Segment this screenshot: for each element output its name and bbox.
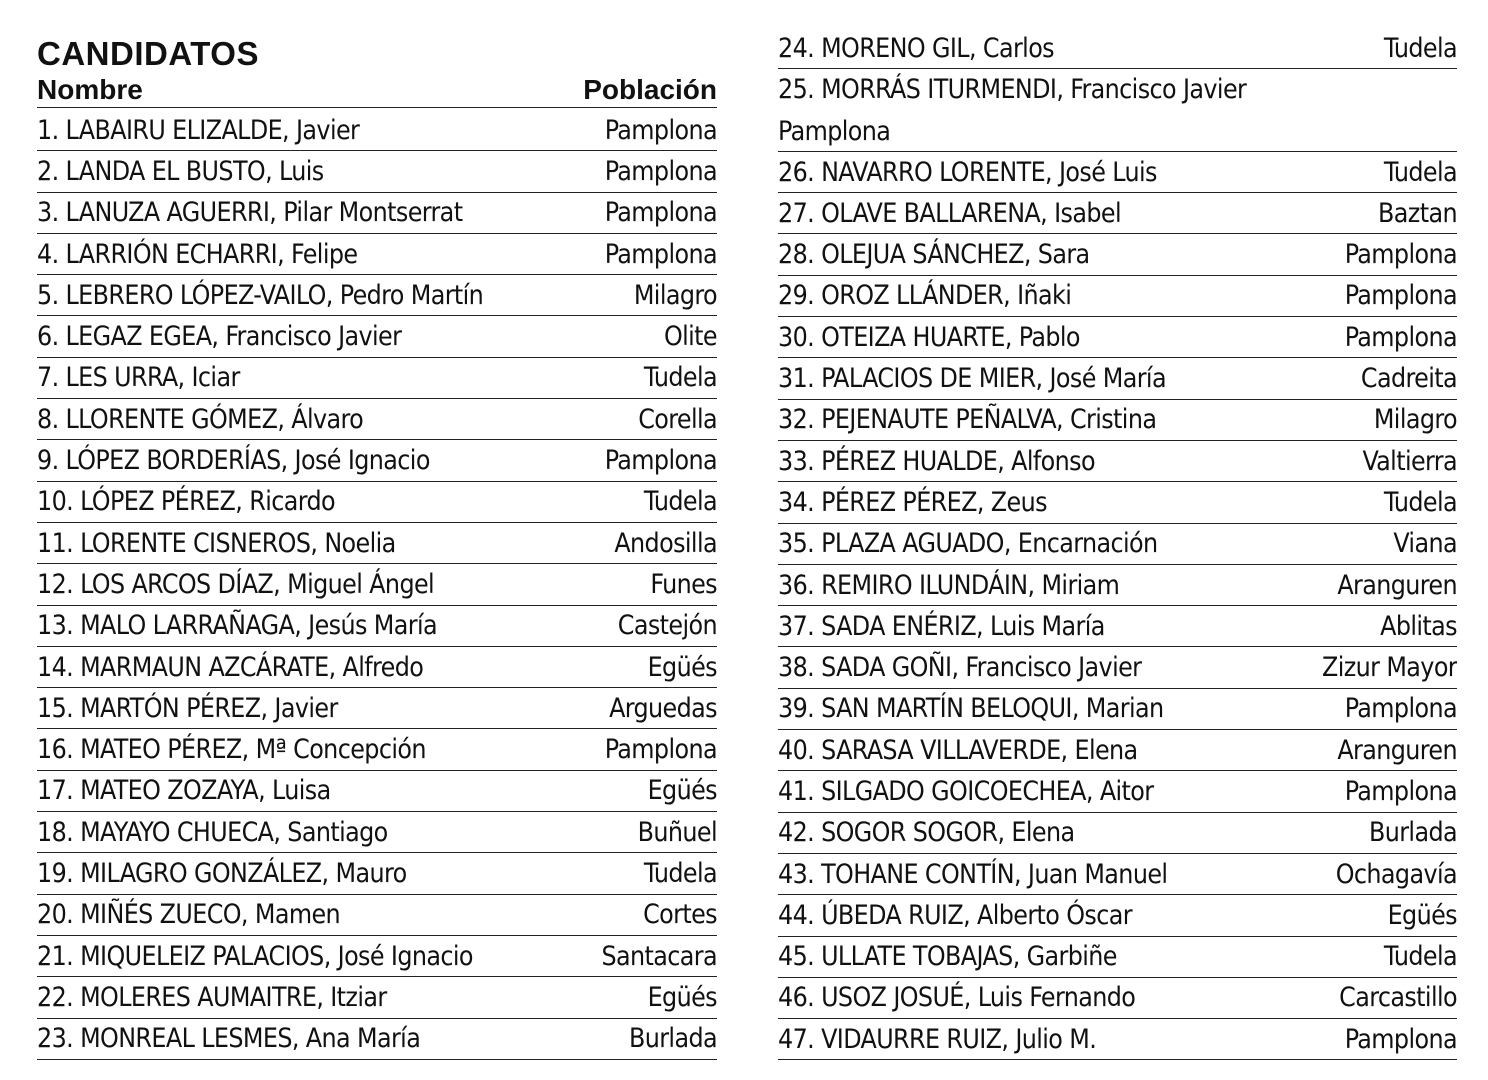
candidate-row: [37, 895, 717, 936]
candidate-place: Carcastillo: [1339, 982, 1457, 1014]
candidate-name: 17. MATEO ZOZAYA, Luisa: [37, 775, 331, 807]
place-column-header: Población: [583, 73, 717, 105]
candidate-name: 3. LANUZA AGUERRI, Pilar Montserrat: [37, 197, 463, 229]
candidate-row: [37, 316, 717, 357]
candidate-name: 12. LOS ARCOS DÍAZ, Miguel Ángel: [37, 568, 435, 600]
candidate-row: [37, 482, 717, 523]
candidate-row: [778, 400, 1457, 441]
candidate-row: [778, 606, 1457, 647]
candidate-name: 34. PÉREZ PÉREZ, Zeus: [778, 486, 1047, 518]
candidate-place: Valtierra: [1362, 445, 1457, 477]
candidate-name: 26. NAVARRO LORENTE, José Luis: [778, 156, 1157, 188]
candidate-place: Milagro: [1373, 404, 1457, 436]
candidate-place: Corella: [638, 403, 717, 435]
candidate-name: 25. MORRÁS ITURMENDI, Francisco Javier: [778, 74, 1247, 106]
candidate-row: [37, 358, 717, 399]
candidate-row: [778, 152, 1457, 193]
candidate-name: 28. OLEJUA SÁNCHEZ, Sara: [778, 239, 1090, 271]
candidate-name: 6. LEGAZ EGEA, Francisco Javier: [37, 321, 402, 353]
candidate-name: 24. MORENO GIL, Carlos: [778, 32, 1054, 64]
candidate-row: [37, 1019, 717, 1060]
candidate-name: 2. LANDA EL BUSTO, Luis: [37, 155, 324, 187]
candidate-place: Buñuel: [637, 816, 717, 848]
candidate-row: [37, 564, 717, 605]
candidate-name: 18. MAYAYO CHUECA, Santiago: [37, 816, 388, 848]
candidate-place: Tudela: [1383, 941, 1457, 973]
candidate-row: [778, 854, 1457, 895]
candidate-name: 39. SAN MARTÍN BELOQUI, Marian: [778, 693, 1164, 725]
candidate-row: [37, 853, 717, 894]
candidate-row: [778, 234, 1457, 275]
name-column-header: Nombre: [37, 73, 143, 105]
candidate-place: Pamplona: [604, 155, 717, 187]
candidate-row: [778, 647, 1457, 688]
candidate-name: 41. SILGADO GOICOECHEA, Aitor: [778, 775, 1154, 807]
candidate-place: Pamplona: [1344, 239, 1457, 271]
candidate-list-left: [37, 110, 717, 1060]
candidate-name: 37. SADA ENÉRIZ, Luis María: [778, 610, 1105, 642]
candidate-name: 42. SOGOR SOGOR, Elena: [778, 817, 1075, 849]
candidate-row: [778, 1019, 1457, 1060]
candidate-place: Tudela: [1383, 486, 1457, 518]
table-header: [37, 72, 717, 108]
candidate-place: Olite: [663, 321, 717, 353]
candidate-row: [778, 193, 1457, 234]
candidate-row: [37, 936, 717, 977]
candidate-row: [37, 440, 717, 481]
candidate-name: 10. LÓPEZ PÉREZ, Ricardo: [37, 486, 335, 518]
candidate-row: [37, 688, 717, 729]
candidate-place: Pamplona: [604, 445, 717, 477]
candidate-place: Andosilla: [614, 527, 717, 559]
candidate-name: 22. MOLERES AUMAITRE, Itziar: [37, 981, 387, 1013]
candidate-place: Aranguren: [1337, 569, 1457, 601]
candidate-place: Pamplona: [1344, 321, 1457, 353]
candidate-name: 29. OROZ LLÁNDER, Iñaki: [778, 280, 1072, 312]
candidate-row: [778, 730, 1457, 771]
candidate-place: Castejón: [617, 610, 717, 642]
candidate-place: Tudela: [1383, 32, 1457, 64]
candidate-place: Egüés: [647, 651, 717, 683]
candidate-row: [37, 523, 717, 564]
candidate-name: 32. PEJENAUTE PEÑALVA, Cristina: [778, 404, 1157, 436]
candidate-name: 36. REMIRO ILUNDÁIN, Miriam: [778, 569, 1120, 601]
candidate-place: Milagro: [633, 279, 717, 311]
candidate-name: 8. LLORENTE GÓMEZ, Álvaro: [37, 403, 364, 435]
candidate-row: [778, 317, 1457, 358]
candidate-name: 11. LORENTE CISNEROS, Noelia: [37, 527, 396, 559]
candidate-place: Funes: [650, 568, 717, 600]
candidate-place: Ochagavía: [1335, 858, 1457, 890]
candidate-row: [37, 275, 717, 316]
candidate-row: [37, 771, 717, 812]
candidate-row: [37, 606, 717, 647]
candidate-name: 43. TOHANE CONTÍN, Juan Manuel: [778, 858, 1168, 890]
candidate-name: 31. PALACIOS DE MIER, José María: [778, 363, 1166, 395]
page-title: CANDIDATOS: [37, 35, 259, 72]
candidate-place: Arguedas: [609, 692, 717, 724]
candidate-place: Pamplona: [604, 114, 717, 146]
candidate-list-right: [778, 28, 1457, 1060]
candidate-name: 15. MARTÓN PÉREZ, Javier: [37, 692, 338, 724]
candidate-place: Burlada: [1368, 817, 1457, 849]
candidate-name: 21. MIQUELEIZ PALACIOS, José Ignacio: [37, 940, 473, 972]
candidate-name: 23. MONREAL LESMES, Ana María: [37, 1023, 421, 1055]
candidate-row: [778, 771, 1457, 812]
candidate-name: 47. VIDAURRE RUIZ, Julio M.: [778, 1023, 1097, 1055]
candidate-place: Pamplona: [604, 734, 717, 766]
candidate-row: [778, 813, 1457, 854]
candidate-row: [778, 524, 1457, 565]
candidate-place: Tudela: [1383, 156, 1457, 188]
candidate-place: Cortes: [643, 899, 717, 931]
candidate-row: [778, 565, 1457, 606]
candidate-row: [37, 977, 717, 1018]
candidate-name: 9. LÓPEZ BORDERÍAS, José Ignacio: [37, 445, 430, 477]
candidate-row: [37, 234, 717, 275]
candidate-row: [778, 28, 1457, 69]
candidate-name: 20. MIÑÉS ZUECO, Mamen: [37, 899, 341, 931]
candidate-place: Cadreita: [1360, 363, 1457, 395]
candidate-row: [778, 276, 1457, 317]
candidate-place: Pamplona: [1344, 280, 1457, 312]
candidate-row: [37, 193, 717, 234]
candidate-place: Egüés: [647, 775, 717, 807]
candidate-place: Pamplona: [604, 238, 717, 270]
candidate-place: Pamplona: [1344, 1023, 1457, 1055]
candidate-row: [778, 895, 1457, 936]
candidate-place: Viana: [1393, 528, 1457, 560]
candidate-name: 45. ULLATE TOBAJAS, Garbiñe: [778, 941, 1117, 973]
candidate-row: [37, 151, 717, 192]
candidate-row: [778, 69, 1457, 152]
candidate-row: [778, 937, 1457, 978]
candidate-place: Egüés: [647, 981, 717, 1013]
candidate-name: 27. OLAVE BALLARENA, Isabel: [778, 197, 1121, 229]
candidate-name: 44. ÚBEDA RUIZ, Alberto Óscar: [778, 899, 1132, 931]
candidate-row: [37, 729, 717, 770]
candidate-place: Burlada: [628, 1023, 717, 1055]
candidate-name: 35. PLAZA AGUADO, Encarnación: [778, 528, 1158, 560]
candidate-place: Tudela: [643, 857, 717, 889]
candidate-row: [778, 441, 1457, 482]
candidate-place: Ablitas: [1380, 610, 1457, 642]
candidate-row: [778, 358, 1457, 399]
candidate-place: Baztan: [1378, 197, 1457, 229]
candidate-row: [778, 482, 1457, 523]
candidate-name: 40. SARASA VILLAVERDE, Elena: [778, 734, 1138, 766]
candidate-name: 13. MALO LARRAÑAGA, Jesús María: [37, 610, 437, 642]
candidate-name: 33. PÉREZ HUALDE, Alfonso: [778, 445, 1095, 477]
candidate-row: [37, 110, 717, 151]
candidate-name: 19. MILAGRO GONZÁLEZ, Mauro: [37, 857, 407, 889]
candidate-place: Egüés: [1387, 899, 1457, 931]
candidate-place: Aranguren: [1337, 734, 1457, 766]
candidate-name: 1. LABAIRU ELIZALDE, Javier: [37, 114, 360, 146]
candidate-row: [37, 399, 717, 440]
candidate-row: [37, 647, 717, 688]
candidate-name: 5. LEBRERO LÓPEZ-VAILO, Pedro Martín: [37, 279, 484, 311]
candidate-name: 14. MARMAUN AZCÁRATE, Alfredo: [37, 651, 424, 683]
candidate-row: [778, 978, 1457, 1019]
candidate-name: 38. SADA GOÑI, Francisco Javier: [778, 652, 1142, 684]
candidate-name: 4. LARRIÓN ECHARRI, Felipe: [37, 238, 358, 270]
candidate-place: Pamplona: [778, 115, 891, 147]
candidate-name: 7. LES URRA, Iciar: [37, 362, 240, 394]
candidate-place: Pamplona: [604, 197, 717, 229]
candidate-place: Zizur Mayor: [1321, 652, 1457, 684]
candidate-place: Pamplona: [1344, 693, 1457, 725]
candidate-place: Pamplona: [1344, 775, 1457, 807]
candidate-row: [778, 689, 1457, 730]
candidate-name: 46. USOZ JOSUÉ, Luis Fernando: [778, 982, 1136, 1014]
candidate-name: 16. MATEO PÉREZ, Mª Concepción: [37, 734, 426, 766]
candidate-name: 30. OTEIZA HUARTE, Pablo: [778, 321, 1080, 353]
candidate-place: Santacara: [601, 940, 717, 972]
candidate-place: Tudela: [643, 362, 717, 394]
candidate-row: [37, 812, 717, 853]
candidate-place: Tudela: [643, 486, 717, 518]
